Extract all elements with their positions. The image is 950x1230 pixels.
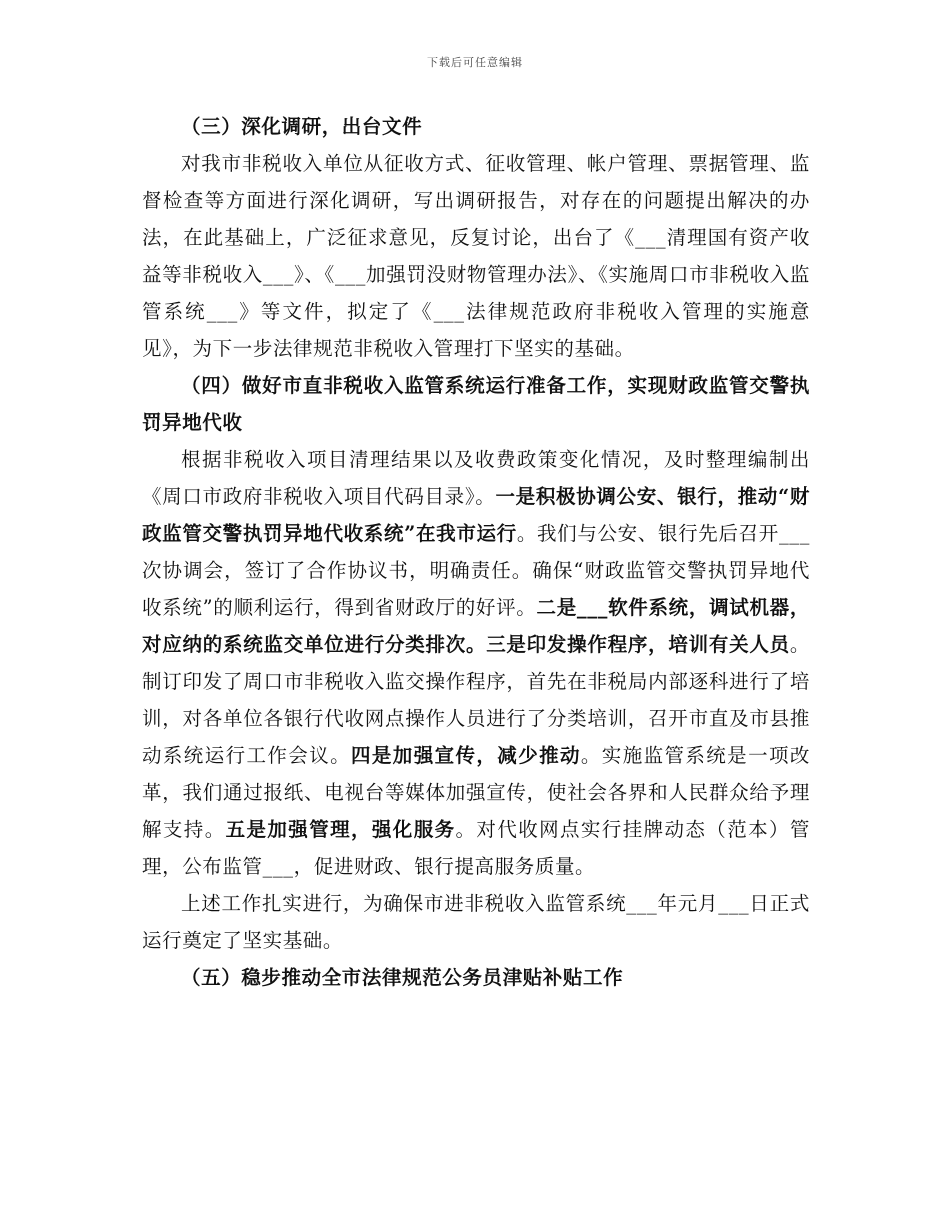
section-heading-3: （三）深化调研，出台文件 (181, 115, 423, 138)
text-run: 对我市非税收入单位从征收方式、征收管理、帐户管理、票据管理、监督检查等方面进行深化调研，写出调研报告，对存在的问题提出解决的办法，在此基础上，广泛征求意见，反复讨论，出台了《___清理国有资产收益等非税收入___》、《___加强罚没财物管理办法》、《实施周口市非税收入监管系统___》等文件，拟定了《___法律规范政府非税收入管理的实施意见》，为下一步法律规范非税收入管理打下坚实的基础。 (142, 152, 810, 360)
page-header: 下载后可任意编辑 (427, 56, 523, 69)
bold-point-5: 五是加强管理，强化服务 (225, 818, 456, 841)
text-run: 。我们与公安、银行先后召开___次协调会，签订了合作协议书，明确责任。确保“财政监管交警执罚异地代收系统”的顺利运行，得到省财政厅的好评。 (142, 522, 810, 619)
text-run: 。实施监管系统是一项改革，我们通过报纸、电视台等媒体加强宣传，使社会各界和人民群众给予理解支持。 (142, 744, 810, 841)
section-heading-4: （四）做好市直非税收入监管系统运行准备工作，实现财政监管交警执罚异地代收 (142, 374, 810, 434)
paragraph-summary (142, 885, 810, 959)
bold-point-1: 一是积极协调公安、银行，推动“财政监管交警执罚异地代收系统”在我市运行 (142, 485, 810, 545)
paragraph-system-prep (142, 441, 810, 885)
text-run: 。对代收网点实行挂牌动态（范本）管理，公布监管___，促进财政、银行提高服务质量。 (142, 818, 811, 878)
text-run: 根据非税收入项目清理结果以及收费政策变化情况，及时整理编制出《周口市政府非税收入项目代码目录》。 (142, 448, 810, 508)
section-heading-5: （五）稳步推动全市法律规范公务员津贴补贴工作 (181, 966, 624, 989)
paragraph-research (142, 145, 810, 367)
bold-point-2-3: 二是___软件系统，调试机器，对应纳的系统监交单位进行分类排次。三是印发操作程序，培训有关人员 (142, 596, 810, 656)
bold-point-4: 四是加强宣传，减少推动 (351, 744, 581, 767)
text-run: 上述工作扎实进行，为确保市进非税收入监管系统___年元月___日正式运行奠定了坚实基础。 (142, 892, 810, 952)
document-body (142, 108, 810, 996)
text-run: 。制订印发了周口市非税收入监交操作程序，首先在非税局内部逐科进行了培训，对各单位各银行代收网点操作人员进行了分类培训，召开市直及市县推动系统运行工作会议。 (142, 633, 810, 767)
